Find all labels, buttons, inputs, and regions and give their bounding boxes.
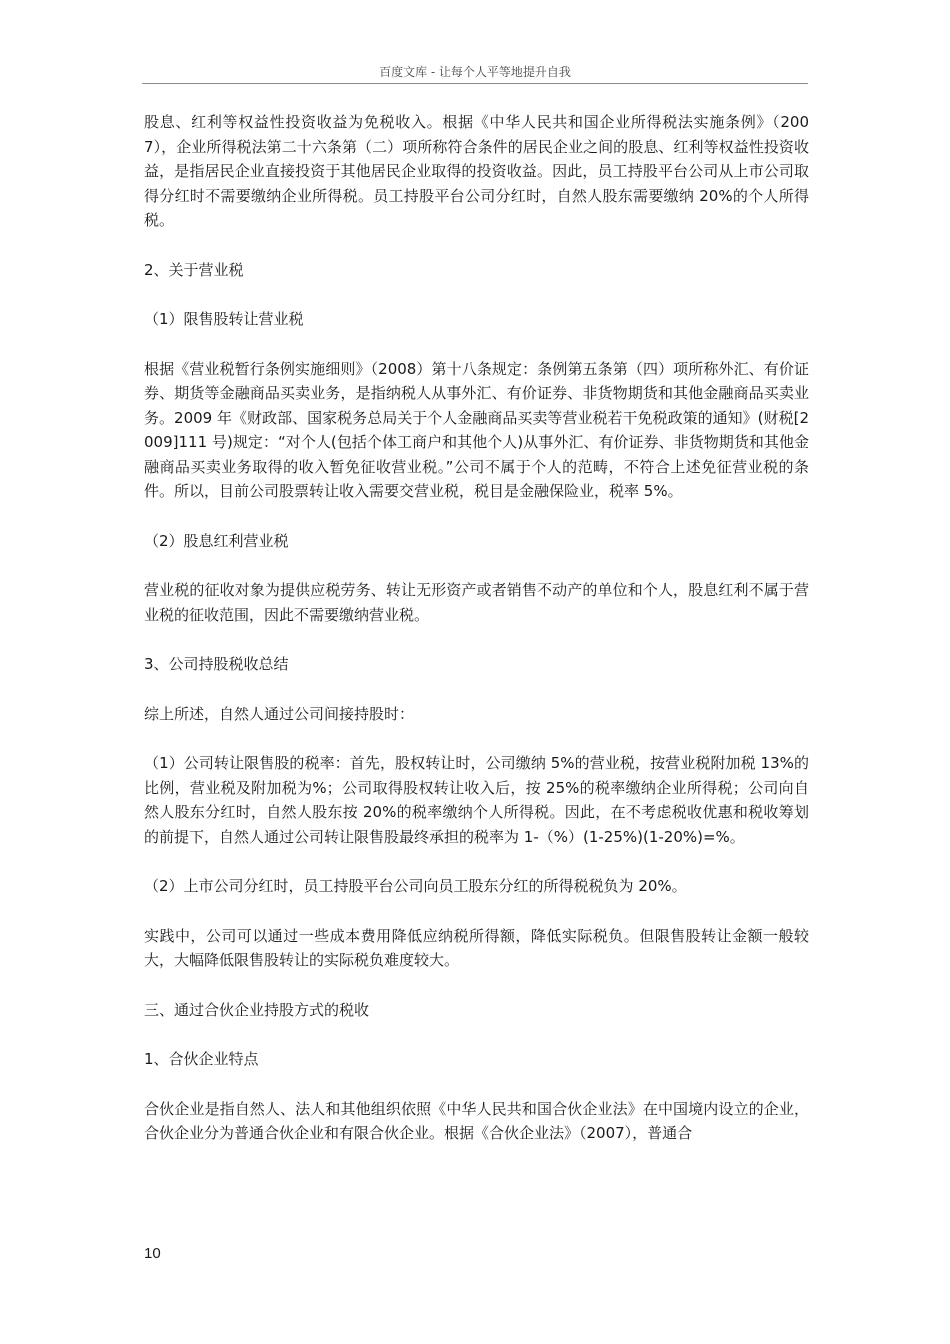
header-divider	[142, 83, 808, 84]
paragraph-business-tax-rules: 根据《营业税暂行条例实施细则》（2008）第十八条规定：条例第五条第（四）项所称外汇、有价证券、期货等金融商品买卖业务，是指纳税人从事外汇、有价证券、非货物期货和其他金融商品买卖业务。2009 年《财政部、国家税务总局关于个人金融商品买卖等营业税若干免税政策的通知》(财税[2009]111 号)规定：“对个人(包括个体工商户和其他个人)从事外汇、有价证券、非货物期货和其他金融商品买卖业务取得的收入暂免征收营业税。”公司不属于个人的范畴，不符合上述免征营业税的条件。所以，目前公司股票转让收入需要交营业税，税目是金融保险业，税率 5%。	[144, 359, 809, 500]
paragraph-dividend-exemption: 股息、红利等权益性投资收益为免税收入。根据《中华人民共和国企业所得税法实施条例》（2007），企业所得税法第二十六条第（二）项所称符合条件的居民企业之间的股息、红利等权益性投资收益，是指居民企业直接投资于其他居民企业取得的投资收益。因此，员工持股平台公司从上市公司取得分红时不需要缴纳企业所得税。员工持股平台公司分红时，自然人股东需要缴纳 20%的个人所得税。	[144, 113, 809, 229]
paragraph-restricted-stock-rate: （1）公司转让限售股的税率：首先，股权转让时，公司缴纳 5%的营业税，按营业税附加税 13%的比例，营业税及附加税为%；公司取得股权转让收入后，按 25%的税率缴纳企业所得税；公司向自然人股东分红时，自然人股东按 20%的税率缴纳个人所得税。因此，在不考虑税收优惠和税收筹划的前提下，自然人通过公司转让限售股最终承担的税率为 1-（%）(1-25%)(1-20%)=%。	[144, 754, 809, 846]
section-heading-business-tax: 2、关于营业税	[144, 260, 244, 279]
section-heading-partnership: 三、通过合伙企业持股方式的税收	[144, 1000, 370, 1019]
paragraph-business-tax-scope: 营业税的征收对象为提供应税劳务、转让无形资产或者销售不动产的单位和个人，股息红利不属于营业税的征收范围，因此不需要缴纳营业税。	[144, 581, 809, 624]
subheading-restricted-stock-tax: （1）限售股转让营业税	[144, 310, 304, 328]
page-number: 10	[144, 1245, 161, 1262]
paragraph-practice: 实践中，公司可以通过一些成本费用降低应纳税所得额，降低实际税负。但限售股转让金额一般较大，大幅降低限售股转让的实际税负难度较大。	[144, 926, 809, 969]
section-heading-company-summary: 3、公司持股税收总结	[144, 655, 289, 673]
paragraph-summary-intro: 综上所述，自然人通过公司间接持股时：	[144, 704, 415, 723]
page-header: 百度文库 - 让每个人平等地提升自我	[379, 65, 571, 79]
subheading-dividend-business-tax: （2）股息红利营业税	[144, 531, 289, 550]
paragraph-dividend-rate: （2）上市公司分红时，员工持股平台公司向员工股东分红的所得税税负为 20%。	[144, 877, 687, 895]
subheading-partnership-features: 1、合伙企业特点	[144, 1050, 259, 1068]
paragraph-partnership-definition: 合伙企业是指自然人、法人和其他组织依照《中华人民共和国合伙企业法》在中国境内设立的企业，合伙企业分为普通合伙企业和有限合伙企业。根据《合伙企业法》（2007），普通合	[144, 1099, 809, 1142]
page-body	[144, 110, 809, 1146]
